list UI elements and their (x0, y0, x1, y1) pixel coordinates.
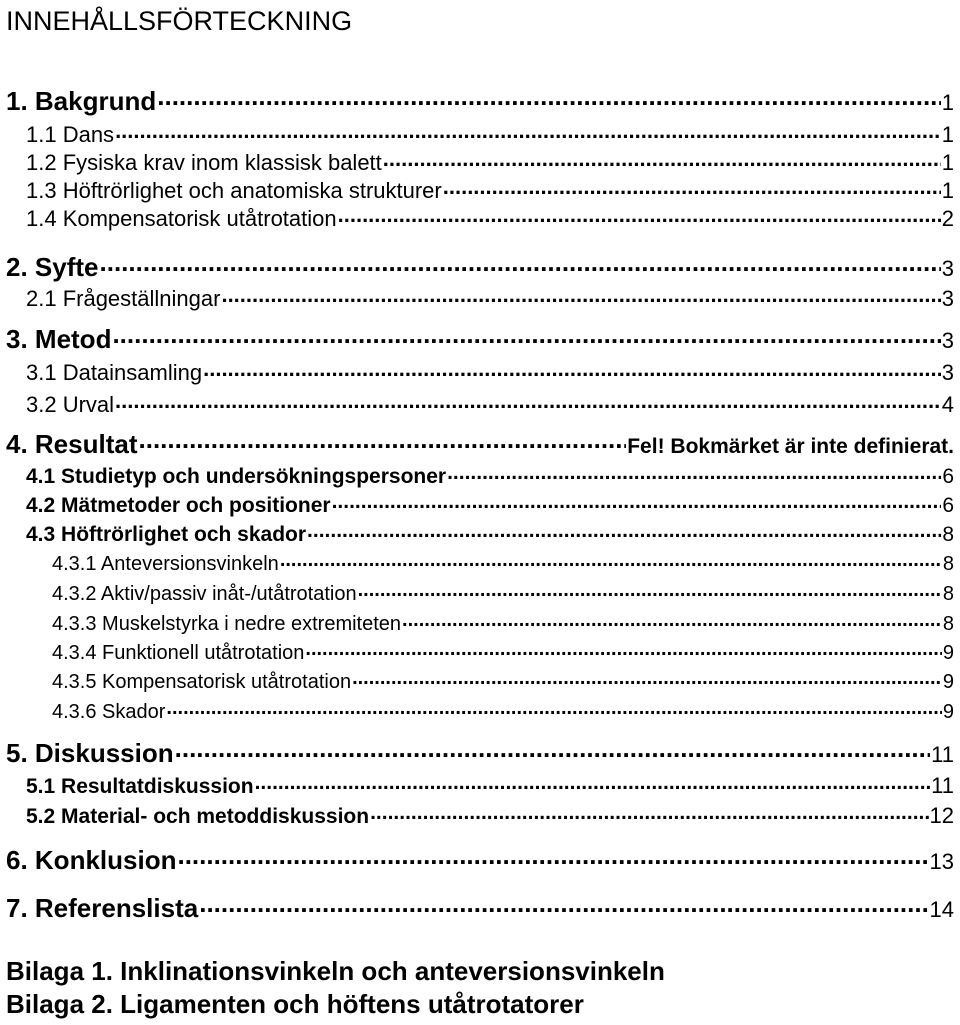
toc-page-number: 14 (929, 897, 954, 922)
toc-leader (332, 491, 942, 512)
toc-page-number: 11 (931, 742, 954, 767)
toc-entry-diskussion[interactable] (6, 736, 954, 769)
toc-leader (443, 176, 941, 198)
toc-leader (383, 148, 941, 170)
toc-leader (358, 580, 942, 600)
toc-entry-fragestallningar[interactable] (26, 284, 954, 312)
toc-entry-dans[interactable] (26, 120, 954, 148)
toc-leader (370, 802, 928, 823)
toc-entry-kompensatorisk-utatrotation[interactable] (52, 668, 954, 694)
toc-page-number: 1 (941, 122, 954, 147)
toc-entry-referenslista[interactable] (6, 891, 954, 924)
toc-page-number: 8 (942, 523, 954, 546)
toc-page-number: 3 (941, 360, 954, 385)
appendix-2: Bilaga 2. Ligamenten och höftens utåtrotatorer (6, 989, 584, 1019)
toc-page-number: 1 (941, 150, 954, 175)
toc-entry-anteversionsvinkeln[interactable] (52, 550, 954, 576)
toc-entry-studietyp[interactable] (26, 462, 954, 489)
toc-entry-label: 2. Syfte (6, 252, 99, 282)
toc-leader (203, 358, 941, 380)
toc-entry-hoftrorlighet-anatomi[interactable] (26, 176, 954, 204)
toc-entry-label: 4.3.6 Skador (52, 701, 166, 723)
toc-leader (280, 550, 942, 570)
toc-leader (402, 610, 942, 630)
toc-page-number: 8 (942, 553, 954, 575)
toc-page-number: 9 (942, 642, 954, 664)
toc-entry-matmetoder[interactable] (26, 491, 954, 518)
toc-entry-label: 3.2 Urval (26, 392, 115, 417)
toc-entry-label: 4.1 Studietyp och undersökningspersoner (26, 465, 447, 488)
toc-leader (305, 639, 941, 659)
toc-page-number: 1 (941, 90, 954, 115)
toc-page-number: 3 (941, 328, 954, 353)
toc-page-number: 11 (931, 773, 954, 798)
toc-page-number: 1 (941, 178, 954, 203)
toc-page-number: 9 (942, 671, 954, 693)
toc-entry-label: 6. Konklusion (6, 845, 177, 875)
toc-entry-label: 1.3 Höftrörlighet och anatomiska strukturer (26, 178, 442, 203)
toc-entry-label: 4.2 Mätmetoder och positioner (26, 494, 331, 517)
toc-entry-label: 4.3.5 Kompensatorisk utåtrotation (52, 671, 352, 693)
toc-entry-label: 1.2 Fysiska krav inom klassisk balett (26, 150, 382, 175)
toc-leader (199, 891, 928, 917)
toc-entry-label: 4.3.3 Muskelstyrka i nedre extremiteten (52, 613, 402, 635)
toc-leader (115, 390, 941, 412)
toc-leader (157, 84, 941, 110)
toc-entry-bakgrund[interactable] (6, 84, 954, 117)
toc-entry-material-metoddiskussion[interactable] (26, 802, 954, 829)
toc-entry-fysiska-krav[interactable] (26, 148, 954, 176)
toc-entry-label: 5.2 Material- och metoddiskussion (26, 805, 370, 828)
toc-leader (447, 462, 941, 483)
toc-leader (166, 698, 941, 718)
toc-entry-metod[interactable] (6, 322, 954, 355)
toc-page-number: Fel! Bokmärket är inte definierat. (627, 435, 954, 458)
toc-leader (100, 250, 941, 276)
toc-page-number: 9 (942, 701, 954, 723)
toc-leader (175, 736, 931, 762)
toc-entry-urval[interactable] (26, 390, 954, 418)
toc-leader (352, 668, 942, 688)
page-title: INNEHÅLLSFÖRTECKNING (6, 6, 353, 36)
toc-page-number: 3 (941, 286, 954, 311)
toc-entry-datainsamling[interactable] (26, 358, 954, 386)
toc-entry-muskelstyrka[interactable] (52, 610, 954, 636)
toc-leader (177, 843, 928, 869)
toc-leader (221, 284, 940, 306)
toc-entry-label: 4.3.2 Aktiv/passiv inåt-/utåtrotation (52, 583, 357, 605)
toc-page-number: 8 (942, 613, 954, 635)
toc-entry-label: 5.1 Resultatdiskussion (26, 775, 254, 798)
toc-entry-label: 2.1 Frågeställningar (26, 286, 221, 311)
toc-entry-resultat[interactable] (6, 427, 954, 460)
toc-entry-label: 3. Metod (6, 324, 112, 354)
toc-entry-label: 4.3.1 Anteversionsvinkeln (52, 553, 279, 575)
toc-entry-konklusion[interactable] (6, 843, 954, 876)
toc-leader (307, 520, 941, 541)
toc-entry-label: 4.3 Höftrörlighet och skador (26, 523, 307, 546)
toc-entry-aktiv-passiv[interactable] (52, 580, 954, 606)
toc-entry-funktionell[interactable] (52, 639, 954, 665)
appendix-1: Bilaga 1. Inklinationsvinkeln och anteversionsvinkeln (6, 956, 665, 986)
toc-entry-resultatdiskussion[interactable] (26, 772, 954, 799)
toc-page-number: 12 (929, 803, 954, 828)
toc-leader (338, 204, 941, 226)
toc-entry-skador[interactable] (52, 698, 954, 724)
toc-page-number: 6 (942, 465, 954, 488)
toc-leader (255, 772, 931, 793)
toc-entry-hoftrorlighet-skador[interactable] (26, 520, 954, 547)
toc-page-number: 13 (929, 849, 954, 874)
toc-page-number: 8 (942, 583, 954, 605)
toc-entry-label: 1.4 Kompensatorisk utåtrotation (26, 206, 337, 231)
toc-page-number: 4 (941, 392, 954, 417)
toc-page-number: 6 (942, 494, 954, 517)
toc-entry-label: 1. Bakgrund (6, 86, 157, 116)
toc-leader (112, 322, 940, 348)
toc-page-number: 2 (941, 206, 954, 231)
toc-entry-syfte[interactable] (6, 250, 954, 283)
toc-leader (115, 120, 941, 142)
toc-entry-kompensatorisk[interactable] (26, 204, 954, 232)
toc-entry-label: 1.1 Dans (26, 122, 115, 147)
toc-entry-label: 4.3.4 Funktionell utåtrotation (52, 642, 305, 664)
toc-leader (139, 427, 627, 453)
toc-entry-label: 4. Resultat (6, 429, 138, 459)
toc-page-number: 3 (941, 256, 954, 281)
toc-entry-label: 3.1 Datainsamling (26, 360, 203, 385)
toc-entry-label: 5. Diskussion (6, 738, 174, 768)
toc-entry-label: 7. Referenslista (6, 893, 199, 923)
